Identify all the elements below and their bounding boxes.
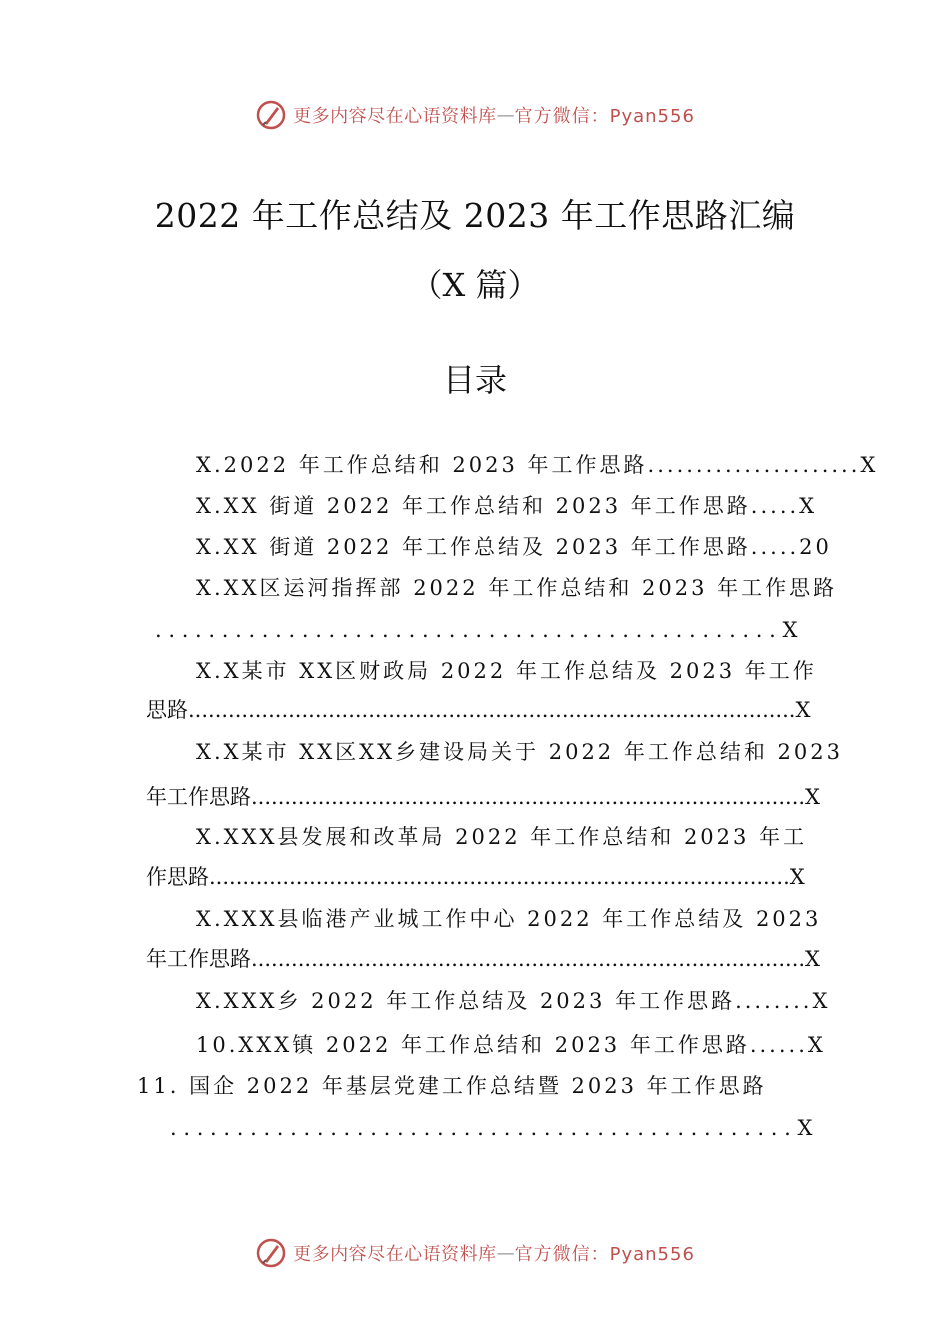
toc-entry-11[interactable]: 11. 国企 2022 年基层党建工作总结暨 2023 年工作思路 [137, 1074, 767, 1098]
watermark-banner-top [0, 95, 950, 135]
toc-entry-2[interactable]: X.XX 街道 2022 年工作总结和 2023 年工作思路.....X [196, 494, 818, 518]
toc-entry-3[interactable]: X.XX 街道 2022 年工作总结及 2023 年工作思路.....20 [196, 535, 832, 559]
watermark-banner-bottom [0, 1233, 950, 1273]
toc-entry-4-leader: . . . . . . . . . . . . . . . . . . . . . . . . . . . . . . . . . . . . . . . . . . . . . . . X [155, 618, 798, 642]
toc-entry-8-cont: 年工作思路...................................................................................X [146, 947, 820, 971]
toc-entry-4[interactable]: X.XX区运河指挥部 2022 年工作总结和 2023 年工作思路 [196, 576, 838, 600]
banner-wechat: 官方微信：Pyan556 [514, 106, 695, 127]
toc-entry-5[interactable]: X.X某市 XX区财政局 2022 年工作总结及 2023 年工作 [196, 659, 817, 683]
quill-logo-icon [255, 1237, 287, 1269]
toc-entry-6-cont: 年工作思路...................................................................................X [146, 785, 820, 809]
document-subtitle: （X 篇） [410, 266, 540, 304]
banner-text: 更多内容尽在心语资料库 [293, 1244, 497, 1265]
toc-entry-6[interactable]: X.X某市 XX区XX乡建设局关于 2022 年工作总结和 2023 [196, 740, 843, 764]
banner-separator: — [496, 104, 515, 126]
banner-wechat: 官方微信：Pyan556 [514, 1244, 695, 1265]
banner-text: 更多内容尽在心语资料库 [293, 106, 497, 127]
quill-logo-icon [255, 99, 287, 131]
toc-entry-7-cont: 作思路.......................................................................................X [146, 865, 805, 889]
toc-entry-8[interactable]: X.XXX县临港产业城工作中心 2022 年工作总结及 2023 [196, 907, 822, 931]
toc-entry-11-leader: . . . . . . . . . . . . . . . . . . . . . . . . . . . . . . . . . . . . . . . . . . . . . . . X [170, 1116, 813, 1140]
toc-entry-9[interactable]: X.XXX乡 2022 年工作总结及 2023 年工作思路........X [196, 989, 831, 1013]
toc-entry-10[interactable]: 10.XXX镇 2022 年工作总结和 2023 年工作思路......X [196, 1033, 826, 1057]
document-title: 2022 年工作总结及 2023 年工作思路汇编 [154, 196, 796, 235]
toc-heading: 目录 [442, 361, 507, 399]
banner-separator: — [496, 1242, 515, 1264]
toc-entry-7[interactable]: X.XXX县发展和改革局 2022 年工作总结和 2023 年工 [196, 825, 808, 849]
toc-entry-5-cont: 思路...........................................................................................X [146, 698, 811, 722]
toc-entry-1[interactable]: X.2022 年工作总结和 2023 年工作思路......................X [196, 453, 879, 477]
